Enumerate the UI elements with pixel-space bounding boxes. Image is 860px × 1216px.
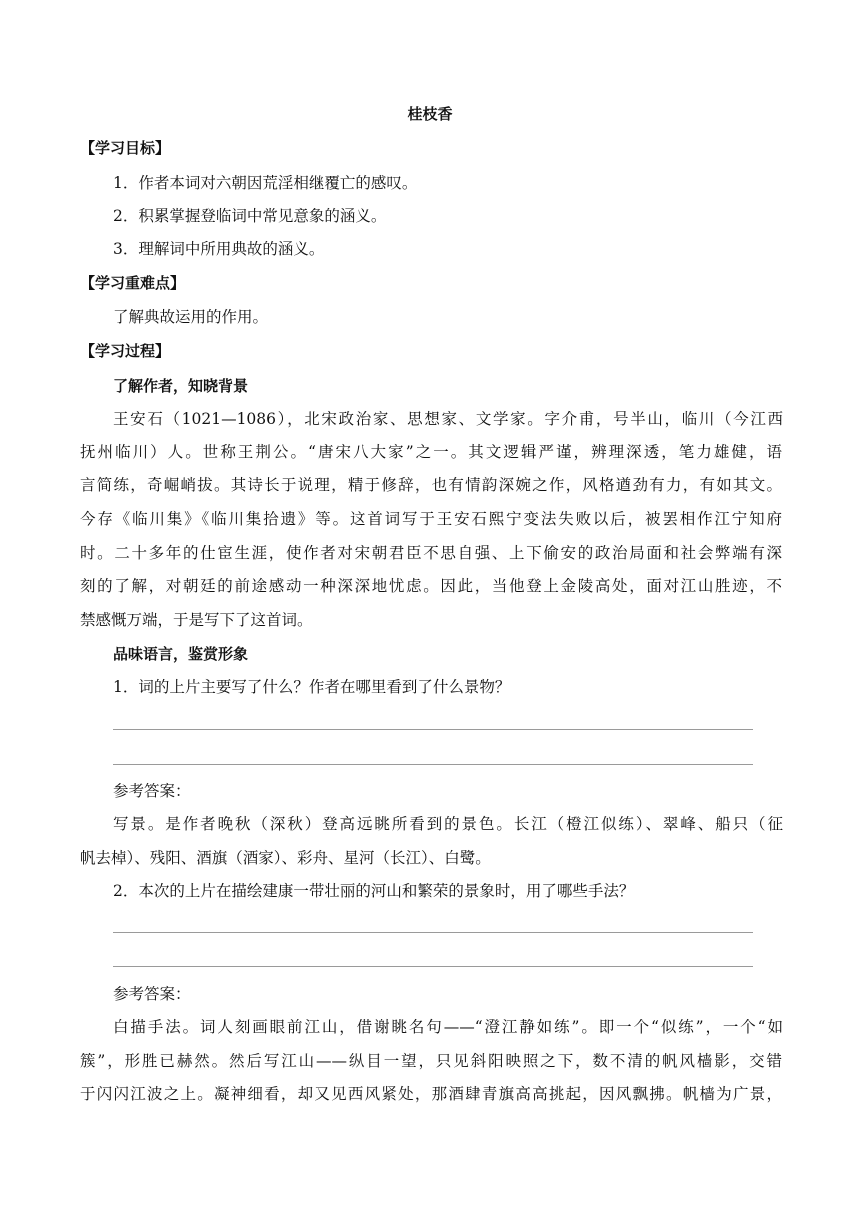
goal-item-3: 3．理解词中所用典故的涵义。 bbox=[113, 240, 325, 258]
key-points-heading: 【学习重难点】 bbox=[80, 274, 186, 292]
bio-line-5: 时。二十多年的仕宦生涯，使作者对宋朝君臣不思自强、上下偷安的政治局面和社会弊端有深 bbox=[80, 544, 782, 562]
answer-2-line-1: 白描手法。词人刻画眼前江山，借谢眺名句——“澄江静如练”。即一个“似练”，一个“如 bbox=[113, 1018, 783, 1036]
answer-line-1b[interactable] bbox=[113, 764, 753, 765]
answer-line-1a[interactable] bbox=[113, 729, 753, 730]
answer-line-2b[interactable] bbox=[113, 966, 753, 967]
answer-2-line-3: 于闪闪江波之上。凝神细看，却又见西风紧处，那酒肆青旗高高挑起，因风飘拂。帆樯为广景， bbox=[80, 1085, 782, 1103]
bio-line-4: 今存《临川集》《临川集拾遗》等。这首词写于王安石熙宁变法失败以后，被罢相作江宁知府 bbox=[80, 510, 782, 528]
subheading-author-background: 了解作者，知晓背景 bbox=[113, 377, 249, 395]
reference-answer-label-1: 参考答案： bbox=[113, 782, 191, 800]
reference-answer-label-2: 参考答案： bbox=[113, 985, 191, 1003]
bio-line-1: 王安石（1021—1086），北宋政治家、思想家、文学家。字介甫，号半山，临川（今江西 bbox=[113, 410, 783, 428]
goal-item-1: 1．作者本词对六朝因荒淫相继覆亡的感叹。 bbox=[113, 174, 418, 192]
bio-line-7: 禁感慨万端，于是写下了这首词。 bbox=[80, 611, 313, 629]
bio-line-3: 言简练，奇崛峭拔。其诗长于说理，精于修辞，也有情韵深婉之作，风格遒劲有力，有如其文。 bbox=[80, 476, 782, 494]
document-title: 桂枝香 bbox=[407, 105, 453, 123]
answer-1-line-2: 帆去棹）、残阳、酒旗（酒家）、彩舟、星河（长江）、白鹭。 bbox=[80, 849, 491, 867]
process-heading: 【学习过程】 bbox=[80, 342, 171, 360]
answer-2-line-2: 簇”，形胜已赫然。然后写江山——纵目一望，只见斜阳映照之下，数不清的帆风樯影，交错 bbox=[80, 1052, 782, 1070]
answer-1-line-1: 写景。是作者晚秋（深秋）登高远眺所看到的景色。长江（橙江似练）、翠峰、船只（征 bbox=[113, 815, 783, 833]
goals-heading: 【学习目标】 bbox=[80, 139, 171, 157]
bio-line-2: 抚州临川）人。世称王荆公。“唐宋八大家”之一。其文逻辑严谨，辨理深透，笔力雄健，语 bbox=[80, 443, 782, 461]
answer-line-2a[interactable] bbox=[113, 932, 753, 933]
key-points-text: 了解典故运用的作用。 bbox=[113, 308, 269, 326]
question-2: 2．本次的上片在描绘建康一带壮丽的河山和繁荣的景象时，用了哪些手法？ bbox=[113, 882, 635, 900]
goal-item-2: 2．积累掌握登临词中常见意象的涵义。 bbox=[113, 207, 387, 225]
subheading-language-imagery: 品味语言，鉴赏形象 bbox=[113, 645, 249, 663]
bio-line-6: 刻的了解，对朝廷的前途感动一种深深地忧虑。因此，当他登上金陵高处，面对江山胜迹，不 bbox=[80, 577, 782, 595]
question-1: 1．词的上片主要写了什么？作者在哪里看到了什么景物？ bbox=[113, 678, 511, 696]
